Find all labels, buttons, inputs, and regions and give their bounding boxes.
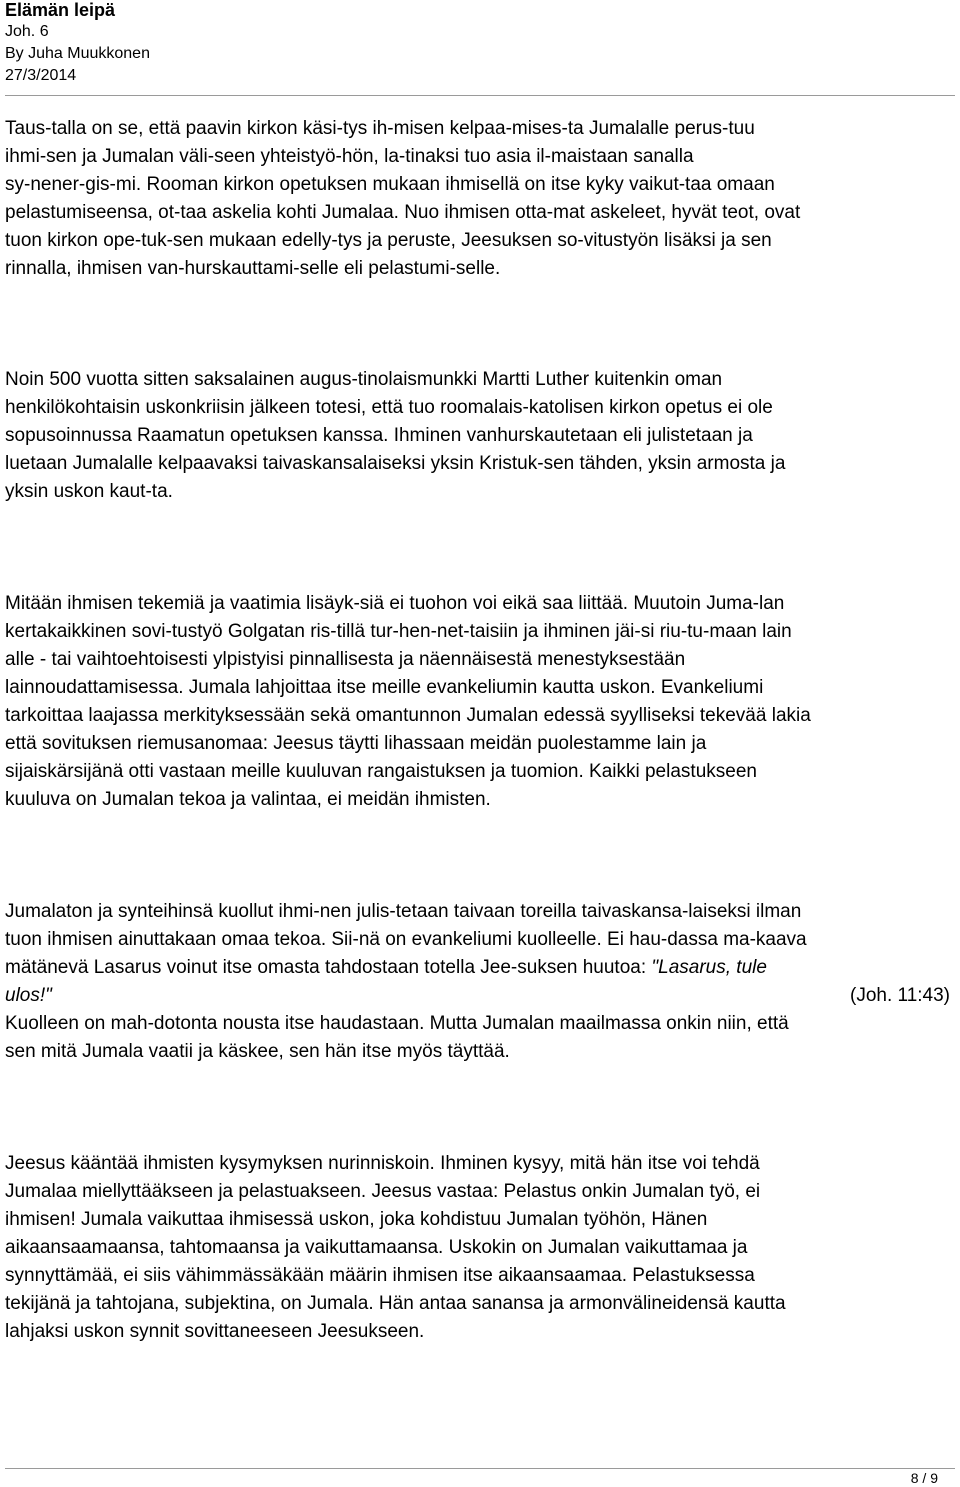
text-line: Jumalaa miellyttääkseen ja pelastuakseen. Jeesus vastaa: Pelastus onkin Jumalan työ, ei [5, 1181, 761, 1202]
text-line: että sovituksen riemusanomaa: Jeesus täytti lihassaan meidän puolestamme lain ja [5, 733, 707, 754]
text-line: luetaan Jumalalle kelpaavaksi taivaskansalaiseksi yksin Kristuk-sen tähden, yksin armosta ja [5, 453, 786, 474]
text-line: aikaansaamaansa, tahtomaansa ja vaikuttamaansa. Uskokin on Jumalan vaikuttamaa ja [5, 1237, 748, 1258]
paragraph-5 [5, 1150, 957, 1346]
publish-date: 27/3/2014 [5, 67, 77, 84]
bible-reference: (Joh. 11:43) [850, 985, 950, 1006]
text-line: tuon kirkon ope-tuk-sen mukaan edelly-tys ja peruste, Jeesuksen so-vitustyön lisäksi ja sen [5, 230, 772, 251]
footer-divider [5, 1468, 955, 1469]
text-line: kertakaikkinen sovi-tustyö Golgatan ris-tillä tur-hen-net-taisiin ja ihminen jäi-si riu-tu-maan lain [5, 621, 792, 642]
text-line: sen mitä Jumala vaatii ja käskee, sen hän itse myös täyttää. [5, 1041, 510, 1062]
text-line: sopusoinnussa Raamatun opetuksen kanssa. Ihminen vanhurskautetaan eli julistetaan ja [5, 425, 753, 446]
text-line: henkilökohtaisin uskonkriisin jälkeen totesi, että tuo roomalais-katolisen kirkon opetus ei ole [5, 397, 773, 418]
text-line [5, 982, 950, 1010]
document-title: Elämän leipä [5, 0, 116, 20]
text-line: ihmi-sen ja Jumalan väli-seen yhteistyö-hön, la-tinaksi tuo asia il-maistaan sanalla [5, 146, 694, 167]
text-line: Jeesus kääntää ihmisten kysymyksen nurinniskoin. Ihminen kysyy, mitä hän itse voi tehdä [5, 1153, 760, 1174]
text-line: ihmisen! Jumala vaikuttaa ihmisessä uskon, joka kohdistuu Jumalan työhön, Hänen [5, 1209, 708, 1230]
page-number: 8 / 9 [910, 1470, 938, 1486]
text-line: yksin uskon kaut-ta. [5, 481, 173, 502]
text-line: Noin 500 vuotta sitten saksalainen augus-tinolaismunkki Martti Luther kuitenkin oman [5, 369, 723, 390]
paragraph-2 [5, 366, 957, 506]
text-line: tekijänä ja tahtojana, subjektina, on Jumala. Hän antaa sanansa ja armonvälineidensä kautta [5, 1293, 786, 1314]
lazarus-quote: "Lasarus, tule [651, 957, 767, 978]
lazarus-quote-end: ulos!" [5, 985, 52, 1006]
paragraph-4 [5, 898, 957, 1066]
header-divider [5, 95, 955, 96]
text-line: rinnalla, ihmisen van-hurskauttami-selle eli pelastumi-selle. [5, 258, 501, 279]
text-line: tuon ihmisen ainuttakaan omaa tekoa. Sii-nä on evankeliumi kuolleelle. Ei hau-dassa ma-kaava [5, 929, 807, 950]
text-line: synnyttämää, ei siis vähimmässäkään määrin ihmisen itse aikaansaamaa. Pelastuksessa [5, 1265, 755, 1286]
text-line: Taus-talla on se, että paavin kirkon käsi-tys ih-misen kelpaa-mises-ta Jumalalle perus-tuu [5, 118, 755, 139]
paragraph-3 [5, 590, 957, 814]
author-byline: By Juha Muukkonen [5, 45, 150, 62]
text-line [5, 954, 957, 982]
text-line: kuuluva on Jumalan tekoa ja valintaa, ei meidän ihmisten. [5, 789, 491, 810]
text-line: sy-nener-gis-mi. Rooman kirkon opetuksen mukaan ihmisellä on itse kyky vaikut-taa omaan [5, 174, 775, 195]
document-header [5, 0, 955, 87]
text-line: sijaiskärsijänä otti vastaan meille kuuluvan rangaistuksen ja tuomion. Kaikki pelastukseen [5, 761, 757, 782]
text-line: lainnoudattamisessa. Jumala lahjoittaa itse meille evankeliumin kautta uskon. Evankeliumi [5, 677, 764, 698]
text-line: lahjaksi uskon synnit sovittaneeseen Jeesukseen. [5, 1321, 425, 1342]
text-line: Jumalaton ja synteihinsä kuollut ihmi-nen julis-tetaan taivaan toreilla taivaskansa-laiseksi ilman [5, 901, 802, 922]
text-line: Mitään ihmisen tekemiä ja vaatimia lisäyk-siä ei tuohon voi eikä saa liittää. Muutoin Juma-lan [5, 593, 785, 614]
text-line: pelastumiseensa, ot-taa askelia kohti Jumalaa. Nuo ihmisen otta-mat askeleet, hyvät teot, ovat [5, 202, 801, 223]
scripture-reference: Joh. 6 [5, 23, 49, 40]
text-line: Kuolleen on mah-dotonta nousta itse haudastaan. Mutta Jumalan maailmassa onkin niin, että [5, 1013, 789, 1034]
text-line-segment: mätänevä Lasarus voinut itse omasta tahdostaan totella Jee-suksen huutoa: [5, 957, 652, 978]
text-line: alle - tai vaihtoehtoisesti ylpistyisi pinnallisesta ja näennäisestä menestyksestään [5, 649, 686, 670]
paragraph-1 [5, 115, 957, 283]
text-line: tarkoittaa laajassa merkityksessään sekä omantunnon Jumalan edessä syylliseksi tekevää lakia [5, 705, 811, 726]
